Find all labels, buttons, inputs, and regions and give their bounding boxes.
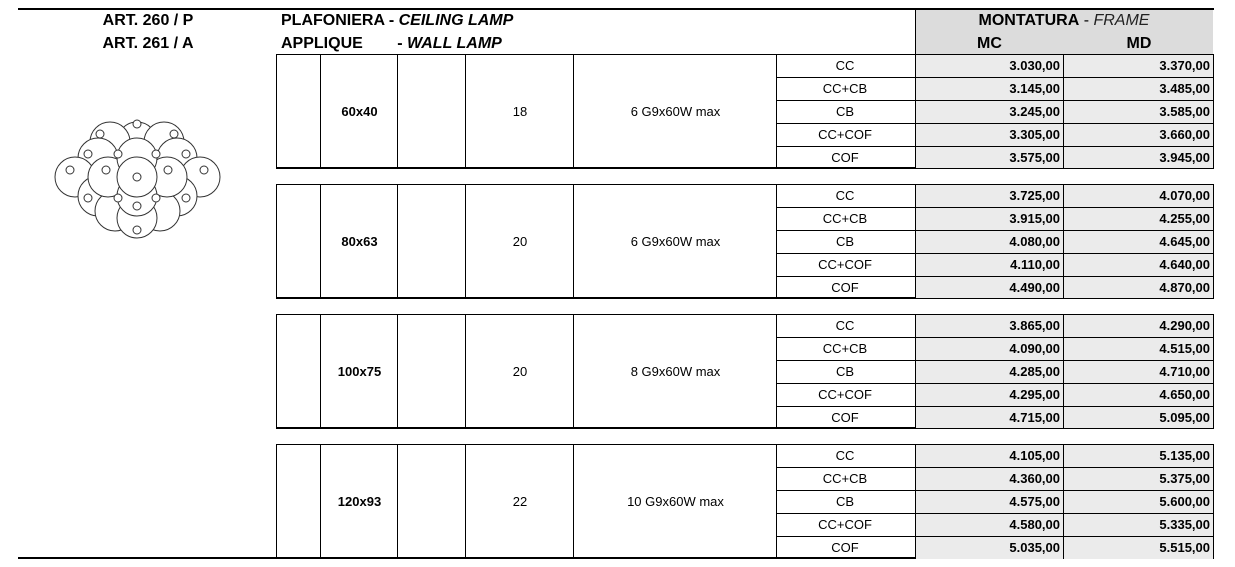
price-mc: 4.090,00 — [915, 338, 1064, 360]
price-md: 3.370,00 — [1064, 55, 1214, 77]
price-row — [776, 384, 1214, 407]
price-md: 4.515,00 — [1064, 338, 1214, 360]
price-mc: 3.305,00 — [915, 124, 1064, 146]
finish-code: CC+CB — [822, 81, 868, 96]
price-md: 4.870,00 — [1064, 277, 1214, 299]
price-mc: 4.080,00 — [915, 231, 1064, 253]
socket-1 — [133, 120, 141, 128]
bulbs-cell: 8 G9x60W max — [630, 363, 721, 379]
price-row — [776, 537, 1214, 560]
price-row — [776, 277, 1214, 300]
finish-code: CC — [835, 318, 855, 333]
socket-9 — [102, 166, 110, 174]
price-md: 5.095,00 — [1064, 407, 1214, 429]
blank-cell — [398, 445, 466, 557]
price-mc: 3.245,00 — [915, 101, 1064, 123]
price-row — [776, 208, 1214, 231]
ceiling-lamp-english: CEILING LAMP — [398, 12, 514, 29]
price-md: 5.135,00 — [1064, 445, 1214, 467]
ceiling-lamp-separator: - — [384, 12, 399, 29]
quantity-cell: 20 — [512, 363, 528, 379]
price-row — [776, 101, 1214, 124]
frame-header-title — [915, 10, 1213, 32]
divider — [466, 55, 574, 167]
divider — [574, 315, 777, 427]
divider — [466, 315, 574, 427]
socket-14 — [114, 194, 122, 202]
divider — [321, 185, 398, 297]
finish-code: CC+COF — [818, 257, 872, 272]
divider — [321, 315, 398, 427]
socket-5 — [114, 150, 122, 158]
wall-lamp-label — [281, 33, 502, 55]
bulbs-cell: 10 G9x60W max — [627, 493, 724, 509]
blank-cell — [277, 55, 321, 167]
socket-15 — [152, 194, 160, 202]
price-mc: 4.110,00 — [915, 254, 1064, 276]
price-row — [776, 78, 1214, 101]
finish-code: COF — [831, 410, 859, 425]
wall-lamp-italian: APPLIQUE — [281, 35, 363, 52]
price-mc: 4.360,00 — [915, 468, 1064, 490]
socket-17 — [133, 202, 141, 210]
bulbs-cell: 6 G9x60W max — [630, 233, 721, 249]
finish-code: CC+CB — [822, 341, 868, 356]
price-row — [776, 55, 1214, 78]
price-row — [776, 407, 1214, 430]
wall-lamp-separator: - — [392, 35, 408, 52]
price-md: 4.640,00 — [1064, 254, 1214, 276]
quantity-cell: 18 — [512, 103, 528, 119]
group-bottom-border — [276, 298, 1214, 299]
price-md: 5.600,00 — [1064, 491, 1214, 513]
finish-code: CC — [835, 188, 855, 203]
price-md: 4.650,00 — [1064, 384, 1214, 406]
size-cell: 120x93 — [337, 493, 382, 509]
blank-cell — [398, 55, 466, 167]
finish-code: CB — [835, 104, 855, 119]
ceiling-lamp-italian: PLAFONIERA — [281, 12, 385, 29]
price-md: 3.660,00 — [1064, 124, 1214, 146]
price-md: 3.585,00 — [1064, 101, 1214, 123]
divider — [574, 185, 777, 297]
price-mc: 3.145,00 — [915, 78, 1064, 100]
socket-2 — [96, 130, 104, 138]
quantity-cell: 20 — [512, 233, 528, 249]
finish-code: CC — [835, 448, 855, 463]
price-mc: 4.295,00 — [915, 384, 1064, 406]
finish-code: COF — [831, 540, 859, 555]
price-row — [776, 361, 1214, 384]
price-row — [776, 338, 1214, 361]
socket-16 — [182, 194, 190, 202]
socket-8 — [66, 166, 74, 174]
column-md-header: MD — [1126, 35, 1152, 52]
price-md: 4.070,00 — [1064, 185, 1214, 207]
price-md: 5.335,00 — [1064, 514, 1214, 536]
article-p: ART. 260 / P — [102, 12, 194, 29]
frame-english: FRAME — [1093, 12, 1150, 29]
socket-3 — [170, 130, 178, 138]
price-mc: 4.575,00 — [915, 491, 1064, 513]
price-mc: 4.715,00 — [915, 407, 1064, 429]
socket-6 — [152, 150, 160, 158]
price-mc: 3.725,00 — [915, 185, 1064, 207]
price-md: 5.515,00 — [1064, 537, 1214, 559]
bulbs-cell: 6 G9x60W max — [630, 103, 721, 119]
divider — [574, 445, 777, 557]
price-md: 4.645,00 — [1064, 231, 1214, 253]
price-md: 4.710,00 — [1064, 361, 1214, 383]
size-group-4 — [276, 444, 1214, 558]
blank-cell — [277, 185, 321, 297]
price-mc: 4.580,00 — [915, 514, 1064, 536]
price-md: 4.290,00 — [1064, 315, 1214, 337]
size-cell: 60x40 — [341, 103, 378, 119]
blank-cell — [277, 315, 321, 427]
divider — [321, 445, 398, 557]
finish-code: COF — [831, 150, 859, 165]
price-row — [776, 491, 1214, 514]
finish-code: CB — [835, 494, 855, 509]
size-cell: 100x75 — [337, 363, 382, 379]
group-bottom-border — [276, 428, 1214, 429]
price-row — [776, 147, 1214, 170]
divider — [574, 55, 777, 167]
socket-4 — [84, 150, 92, 158]
divider — [466, 445, 574, 557]
socket-7 — [182, 150, 190, 158]
size-cell: 80x63 — [341, 233, 378, 249]
finish-code: CC+COF — [818, 517, 872, 532]
finish-code: CC+CB — [822, 211, 868, 226]
socket-18 — [133, 226, 141, 234]
price-md: 4.255,00 — [1064, 208, 1214, 230]
lamp-illustration — [50, 112, 225, 242]
finish-code: CB — [835, 234, 855, 249]
socket-13 — [84, 194, 92, 202]
blank-cell — [277, 445, 321, 557]
frame-separator: - — [1079, 12, 1094, 29]
finish-code: CC+COF — [818, 387, 872, 402]
price-md: 3.945,00 — [1064, 147, 1214, 169]
socket-11 — [164, 166, 172, 174]
socket-10 — [133, 173, 141, 181]
price-mc: 4.285,00 — [915, 361, 1064, 383]
size-group-3 — [276, 314, 1214, 428]
price-row — [776, 315, 1214, 338]
price-row — [776, 514, 1214, 537]
size-group-1 — [276, 54, 1214, 168]
price-mc: 3.575,00 — [915, 147, 1064, 169]
price-row — [776, 185, 1214, 208]
price-mc: 4.105,00 — [915, 445, 1064, 467]
quantity-cell: 22 — [512, 493, 528, 509]
group-bottom-border — [276, 168, 1214, 169]
price-md: 3.485,00 — [1064, 78, 1214, 100]
price-md: 5.375,00 — [1064, 468, 1214, 490]
ceiling-lamp-label — [281, 10, 513, 32]
finish-code: COF — [831, 280, 859, 295]
price-row — [776, 468, 1214, 491]
finish-code: CC+CB — [822, 471, 868, 486]
price-mc: 3.915,00 — [915, 208, 1064, 230]
column-mc-header: MC — [977, 35, 1002, 52]
size-group-2 — [276, 184, 1214, 298]
price-mc: 4.490,00 — [915, 277, 1064, 299]
price-row — [776, 445, 1214, 468]
price-row — [776, 231, 1214, 254]
article-a: ART. 261 / A — [102, 35, 194, 52]
finish-code: CB — [835, 364, 855, 379]
frame-italian: MONTATURA — [978, 12, 1080, 29]
divider — [466, 185, 574, 297]
finish-code: CC — [835, 58, 855, 73]
price-mc: 5.035,00 — [915, 537, 1064, 559]
price-row — [776, 254, 1214, 277]
blank-cell — [398, 315, 466, 427]
blank-cell — [398, 185, 466, 297]
price-row — [776, 124, 1214, 147]
socket-12 — [200, 166, 208, 174]
finish-code: CC+COF — [818, 127, 872, 142]
divider — [321, 55, 398, 167]
wall-lamp-english: WALL LAMP — [407, 35, 502, 52]
price-mc: 3.865,00 — [915, 315, 1064, 337]
price-mc: 3.030,00 — [915, 55, 1064, 77]
